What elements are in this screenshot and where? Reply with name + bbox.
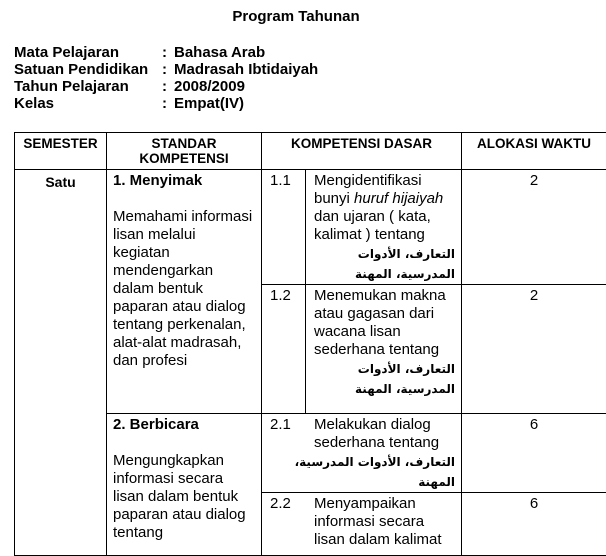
- kd-text-b: dan ujaran ( kata, kalimat ) tentang: [314, 208, 431, 243]
- meta-row-subject: [14, 44, 318, 61]
- kd-text: Melakukan dialog sederhana tentang: [314, 416, 455, 452]
- standar-desc: Memahami informasi lisan melalui kegiatan mendengarkan dalam bentuk paparan atau dialog tentang perkenalan, alat-alat madrasah, dan profesi: [113, 208, 253, 370]
- kd-number: 2.2: [270, 495, 314, 549]
- kd-arabic: التعارف، الأدوات المدرسية، المهنة: [314, 244, 455, 284]
- meta-separator: :: [162, 61, 174, 78]
- kd-cell: [262, 414, 462, 493]
- kd-arabic: التعارف، الأدوات المدرسية، المهنة: [314, 359, 455, 399]
- header-alokasi: ALOKASI WAKTU: [462, 133, 606, 170]
- kd-number: 1.1: [262, 170, 306, 285]
- kd-text: [306, 285, 462, 414]
- meta-value: Madrasah Ibtidaiyah: [174, 61, 318, 78]
- meta-separator: :: [162, 44, 174, 61]
- meta-value: Bahasa Arab: [174, 44, 265, 61]
- alokasi-cell: 2: [462, 285, 606, 414]
- meta-separator: :: [162, 78, 174, 95]
- meta-row-class: [14, 95, 318, 112]
- meta-label: Tahun Pelajaran: [14, 78, 162, 95]
- meta-value: Empat(IV): [174, 95, 244, 112]
- page-title: Program Tahunan: [0, 8, 592, 25]
- standar-title: 2. Berbicara: [113, 416, 253, 434]
- kd-text: [306, 170, 462, 285]
- kd-number: 2.1: [270, 416, 314, 452]
- program-table: [14, 132, 606, 556]
- alokasi-cell: 2: [462, 170, 606, 285]
- meta-separator: :: [162, 95, 174, 112]
- kd-cell: [262, 493, 462, 556]
- kd-text-italic: huruf hijaiyah: [354, 190, 443, 207]
- header-standar: STANDAR KOMPETENSI: [107, 133, 262, 170]
- header-semester: SEMESTER: [15, 133, 107, 170]
- standar-cell-1: [107, 170, 262, 414]
- alokasi-cell: 6: [462, 493, 606, 556]
- standar-title: 1. Menyimak: [113, 172, 253, 190]
- table-header-row: [15, 133, 606, 170]
- alokasi-cell: 6: [462, 414, 606, 493]
- kd-arabic: التعارف، الأدوات المدرسية، المهنة: [270, 452, 455, 492]
- meta-row-year: [14, 78, 318, 95]
- kd-text-main: Menemukan makna atau gagasan dari wacana lisan sederhana tentang: [314, 287, 455, 359]
- meta-label: Kelas: [14, 95, 162, 112]
- semester-cell: Satu: [15, 170, 107, 556]
- document-meta: [14, 44, 318, 112]
- meta-value: 2008/2009: [174, 78, 245, 95]
- kd-text: Menyampaikan informasi secara lisan dalam kalimat: [314, 495, 455, 549]
- meta-label: Satuan Pendidikan: [14, 61, 162, 78]
- kd-text-a: Mengidentifikasi bunyi: [314, 172, 422, 207]
- header-kompetensi: KOMPETENSI DASAR: [262, 133, 462, 170]
- table-row: [15, 170, 606, 285]
- standar-desc: Mengungkapkan informasi secara lisan dalam bentuk paparan atau dialog tentang: [113, 452, 253, 542]
- meta-label: Mata Pelajaran: [14, 44, 162, 61]
- meta-row-school: [14, 61, 318, 78]
- standar-cell-2: [107, 414, 262, 556]
- kd-number: 1.2: [262, 285, 306, 414]
